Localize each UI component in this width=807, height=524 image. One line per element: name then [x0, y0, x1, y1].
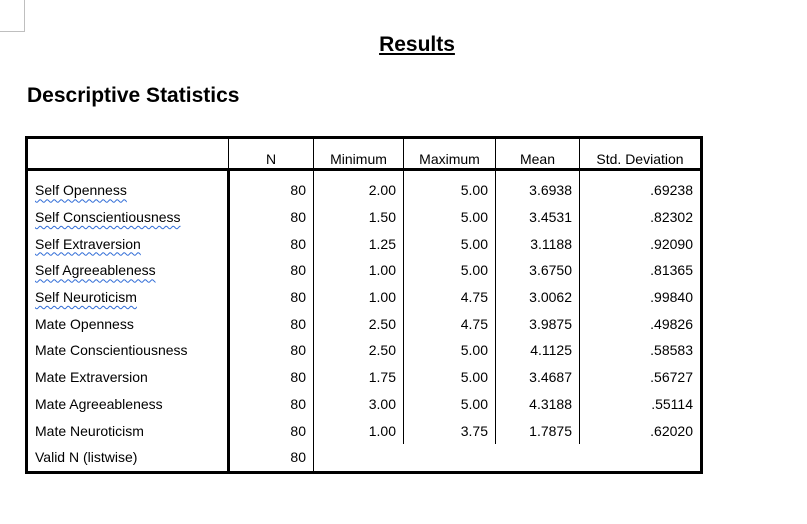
row-label-text: Self Conscientiousness — [35, 209, 181, 226]
table-row — [27, 417, 702, 444]
cell-maximum: 3.75 — [404, 417, 496, 444]
cell-minimum: 1.00 — [314, 284, 404, 311]
table-row — [27, 230, 702, 257]
cell-mean: 4.1125 — [496, 337, 580, 364]
cell-minimum: 3.00 — [314, 391, 404, 418]
row-label — [27, 170, 229, 204]
results-heading: Results — [379, 33, 455, 56]
cell-std-deviation: .56727 — [580, 364, 702, 391]
cell-minimum: 2.00 — [314, 170, 404, 204]
row-label — [27, 230, 229, 257]
row-label: Mate Neuroticism — [27, 417, 229, 444]
header-maximum: Maximum — [404, 138, 496, 170]
cell-mean: 3.4531 — [496, 204, 580, 231]
cell-maximum: 5.00 — [404, 230, 496, 257]
row-label-text: Self Extraversion — [35, 235, 141, 252]
cell-maximum: 5.00 — [404, 337, 496, 364]
table-row — [27, 337, 702, 364]
table-row — [27, 284, 702, 311]
table-row — [27, 170, 702, 204]
table-header-row — [27, 138, 702, 170]
cell-mean: 3.6938 — [496, 170, 580, 204]
row-label — [27, 284, 229, 311]
cell-minimum: 1.50 — [314, 204, 404, 231]
header-mean: Mean — [496, 138, 580, 170]
cell-std-deviation: .55114 — [580, 391, 702, 418]
cell-n: 80 — [290, 262, 306, 279]
row-label: Valid N (listwise) — [27, 444, 229, 472]
row-label: Mate Extraversion — [27, 364, 229, 391]
row-label: Mate Agreeableness — [27, 391, 229, 418]
table-row — [27, 204, 702, 231]
cell-mean — [496, 444, 580, 472]
cell-n: 80 — [290, 422, 306, 439]
header-std-deviation: Std. Deviation — [580, 138, 702, 170]
header-n: N — [229, 138, 314, 170]
cell-n: 80 — [290, 209, 306, 226]
cell-std-deviation: .92090 — [580, 230, 702, 257]
cell-minimum: 2.50 — [314, 310, 404, 337]
descriptive-statistics-table — [25, 136, 703, 474]
cell-minimum: 1.75 — [314, 364, 404, 391]
row-label-text: Self Agreeableness — [35, 262, 156, 279]
cell-n: 80 — [290, 395, 306, 412]
cell-n: 80 — [290, 235, 306, 252]
cell-n: 80 — [290, 182, 306, 199]
cell-mean: 3.6750 — [496, 257, 580, 284]
page-corner-mark — [0, 0, 25, 32]
cell-std-deviation: .49826 — [580, 310, 702, 337]
table-row — [27, 257, 702, 284]
cell-mean: 3.1188 — [496, 230, 580, 257]
cell-maximum: 4.75 — [404, 284, 496, 311]
table-row — [27, 391, 702, 418]
cell-mean: 4.3188 — [496, 391, 580, 418]
cell-mean: 3.4687 — [496, 364, 580, 391]
cell-std-deviation: .82302 — [580, 204, 702, 231]
cell-std-deviation: .99840 — [580, 284, 702, 311]
cell-maximum: 4.75 — [404, 310, 496, 337]
cell-maximum: 5.00 — [404, 257, 496, 284]
row-label — [27, 204, 229, 231]
cell-minimum — [314, 444, 404, 472]
table-row-valid-n — [27, 444, 702, 472]
row-label: Mate Openness — [27, 310, 229, 337]
row-label: Mate Conscientiousness — [27, 337, 229, 364]
cell-minimum: 2.50 — [314, 337, 404, 364]
cell-minimum: 1.25 — [314, 230, 404, 257]
descriptive-statistics-heading: Descriptive Statistics — [27, 84, 240, 107]
row-label-text: Self Neuroticism — [35, 289, 137, 306]
cell-maximum: 5.00 — [404, 391, 496, 418]
cell-n: 80 — [229, 444, 314, 472]
header-label-cell — [27, 138, 229, 170]
cell-n: 80 — [290, 369, 306, 386]
table-row — [27, 364, 702, 391]
cell-n: 80 — [290, 315, 306, 332]
cell-mean: 1.7875 — [496, 417, 580, 444]
cell-minimum: 1.00 — [314, 417, 404, 444]
cell-n: 80 — [290, 289, 306, 306]
cell-minimum: 1.00 — [314, 257, 404, 284]
cell-maximum — [404, 444, 496, 472]
cell-std-deviation: .62020 — [580, 417, 702, 444]
cell-std-deviation: .69238 — [580, 170, 702, 204]
cell-mean: 3.9875 — [496, 310, 580, 337]
cell-std-deviation: .58583 — [580, 337, 702, 364]
cell-std-deviation — [580, 444, 702, 472]
header-minimum: Minimum — [314, 138, 404, 170]
cell-n: 80 — [290, 342, 306, 359]
cell-maximum: 5.00 — [404, 204, 496, 231]
table-row — [27, 310, 702, 337]
cell-std-deviation: .81365 — [580, 257, 702, 284]
row-label — [27, 257, 229, 284]
cell-maximum: 5.00 — [404, 170, 496, 204]
cell-maximum: 5.00 — [404, 364, 496, 391]
cell-mean: 3.0062 — [496, 284, 580, 311]
row-label-text: Self Openness — [35, 182, 127, 199]
